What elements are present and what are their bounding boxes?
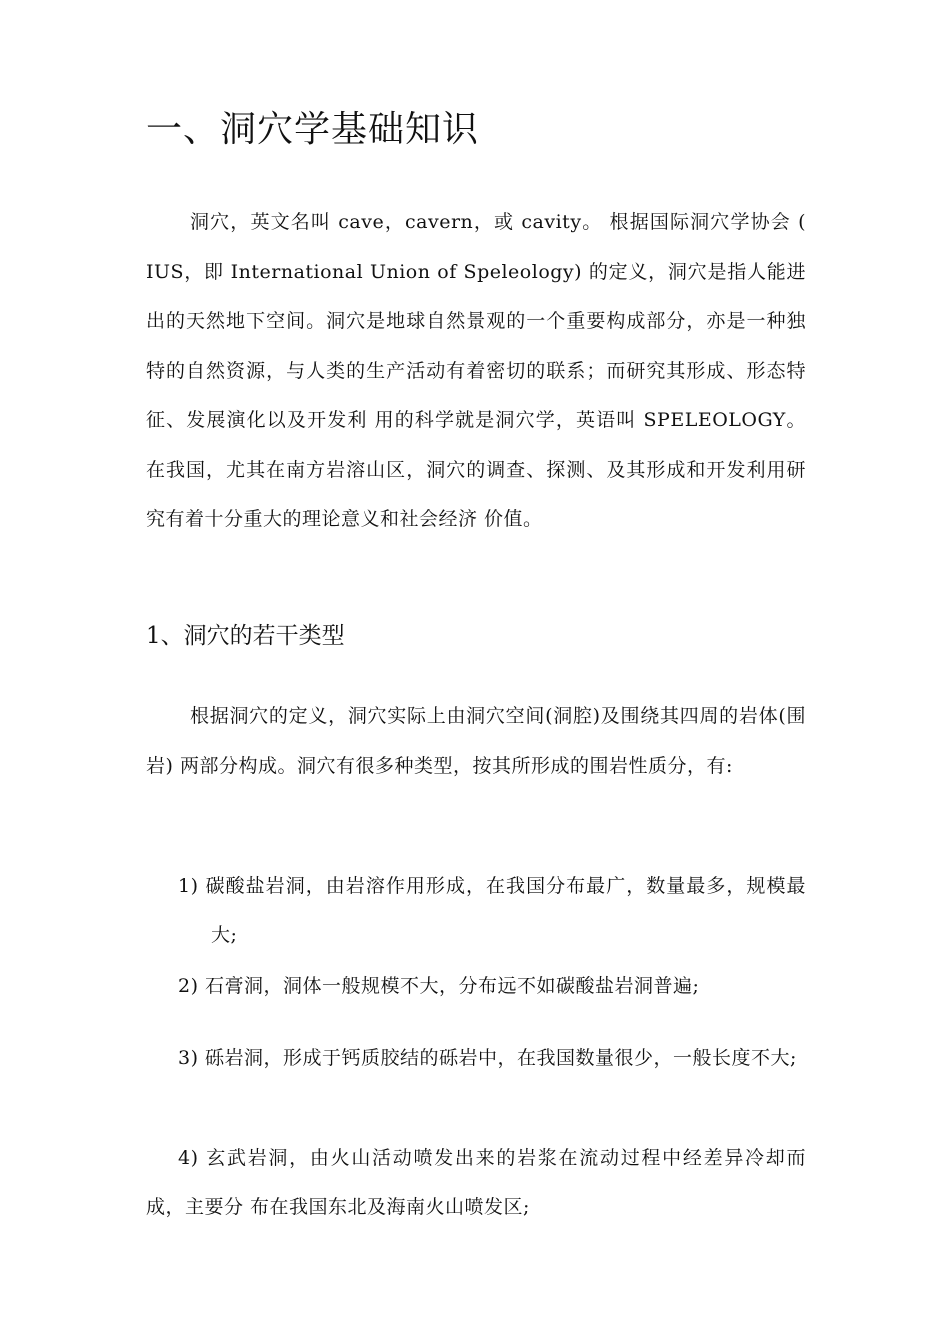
section-heading: 1、洞穴的若干类型 (146, 623, 345, 649)
list-item: 2) 石膏洞，洞体一般规模不大，分布远不如碳酸盐岩洞普遍; (178, 975, 700, 997)
intro-paragraph: 洞穴，英文名叫 cave，cavern，或 cavity。 根据国际洞穴学协会 ( IUS，即 International Union of Speleology) 的定义，洞穴是指人能进出的天然地下空间。洞穴是地球自然景观的一个重要构成部分，亦是一种独特的自然资源，与人类的生产活动有着密切的联系；而研究其形成、形态特征、发展演化以及开发利 用的科学就是洞穴学，英语叫 SPELEOLOGY。在我国，尤其在南方岩溶山区，洞穴的调查、探测、及其形成和开发利用研究有着十分重大的理论意义和社会经济 价值。 (146, 211, 806, 530)
page-title: 一、洞穴学基础知识 (146, 109, 480, 150)
list-item: 4) 玄武岩洞，由火山活动喷发出来的岩浆在流动过程中经差异冷却而成，主要分 布在我国东北及海南火山喷发区; (146, 1147, 806, 1218)
list-item: 1) 碳酸盐岩洞，由岩溶作用形成，在我国分布最广，数量最多，规模最大; (178, 875, 806, 946)
types-paragraph: 根据洞穴的定义，洞穴实际上由洞穴空间(洞腔)及围绕其四周的岩体(围岩) 两部分构成。洞穴有很多种类型，按其所形成的围岩性质分，有: (146, 705, 806, 777)
list-item: 3) 砾岩洞，形成于钙质胶结的砾岩中，在我国数量很少，一般长度不大; (178, 1047, 797, 1069)
